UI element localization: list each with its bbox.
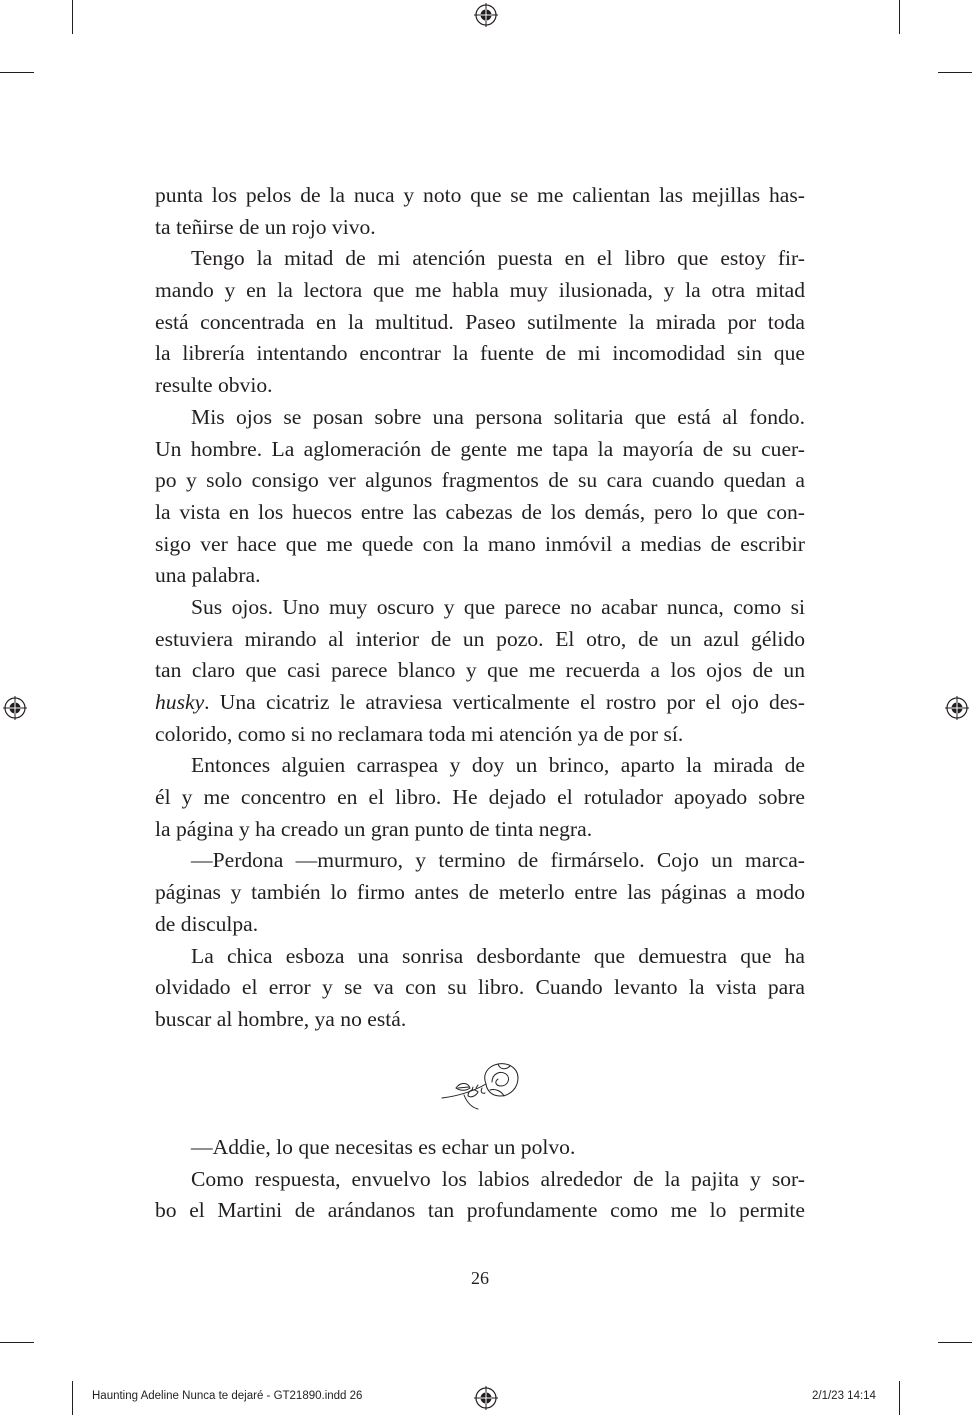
crop-mark: [0, 72, 34, 73]
text-line: la página y ha creado un gran punto de tinta negra.: [155, 816, 593, 841]
slug-datetime: 2/1/23 14:14: [812, 1390, 876, 1402]
text-line: bo el Martini de arándanos tan profundamente como me lo permite: [155, 1198, 805, 1223]
text-line: mando y en la lectora que me habla muy ilusionada, y la otra mitad: [155, 278, 805, 303]
text-line: resulte obvio.: [155, 373, 273, 398]
text-line: colorido, como si no reclamara toda mi atención ya de por sí.: [155, 721, 684, 746]
text-line: —Perdona —murmuro, y termino de firmárselo. Cojo un marca-: [191, 848, 805, 873]
text-line: la vista en los huecos entre las cabezas de los demás, pero lo que con-: [155, 499, 805, 524]
text-line: La chica esboza una sonrisa desbordante que demuestra que ha: [191, 943, 805, 968]
text-line: ta teñirse de un rojo vivo.: [155, 214, 376, 239]
crop-mark: [72, 1381, 73, 1415]
crop-mark: [938, 1342, 972, 1343]
text-line: Sus ojos. Uno muy oscuro y que parece no acabar nunca, como si: [191, 594, 805, 619]
text-line: po y solo consigo ver algunos fragmentos de su cara cuando quedan a: [155, 468, 805, 493]
text-fragment: . Una cicatriz le atraviesa verticalmente el rostro por el ojo des-: [204, 690, 805, 714]
text-line: Entonces alguien carraspea y doy un brinco, aparto la mirada de: [191, 753, 805, 778]
text-line: está concentrada en la multitud. Paseo sutilmente la mirada por toda: [155, 309, 805, 334]
crop-mark: [0, 1342, 34, 1343]
registration-mark-icon: [945, 696, 969, 720]
text-line: buscar al hombre, ya no está.: [155, 1006, 407, 1031]
text-line: Como respuesta, envuelvo los labios alrededor de la pajita y sor-: [191, 1166, 805, 1191]
text-line: estuviera mirando al interior de un pozo. El otro, de un azul gélido: [155, 626, 805, 651]
body-text-continued: [155, 1132, 805, 1227]
text-line: páginas y también lo firmo antes de meterlo entre las páginas a modo: [155, 880, 805, 905]
text-line: punta los pelos de la nuca y noto que se me calientan las mejillas has-: [155, 183, 805, 207]
crop-mark: [899, 1381, 900, 1415]
text-line: una palabra.: [155, 563, 261, 588]
crop-mark: [938, 72, 972, 73]
registration-mark-icon: [474, 1386, 498, 1410]
slug-filename: Haunting Adeline Nunca te dejaré - GT21890.indd 26: [92, 1390, 363, 1402]
registration-mark-icon: [474, 3, 498, 27]
page-number: 26: [471, 1268, 489, 1288]
registration-mark-icon: [3, 696, 27, 720]
text-line: Mis ojos se posan sobre una persona solitaria que está al fondo.: [191, 404, 805, 429]
body-text: [155, 180, 805, 1036]
text-line: la librería intentando encontrar la fuente de mi incomodidad sin que: [155, 341, 805, 366]
text-line: tan claro que casi parece blanco y que me recuerda a los ojos de un: [155, 658, 805, 683]
text-line: sigo ver hace que me quede con la mano inmóvil a medias de escribir: [155, 531, 805, 556]
italic-word: husky: [155, 690, 205, 714]
text-line: olvidado el error y se va con su libro. Cuando levanto la vista para: [155, 975, 805, 1000]
crop-mark: [72, 0, 73, 34]
rose-ornament-icon: [438, 1058, 522, 1110]
text-line: de disculpa.: [155, 911, 259, 936]
text-line: él y me concentro en el libro. He dejado el rotulador apoyado sobre: [155, 785, 805, 810]
crop-mark: [899, 0, 900, 34]
text-line: —Addie, lo que necesitas es echar un polvo.: [191, 1135, 576, 1159]
text-line: Un hombre. La aglomeración de gente me tapa la mayoría de su cuer-: [155, 436, 805, 461]
text-line: [155, 687, 805, 719]
text-line: Tengo la mitad de mi atención puesta en el libro que estoy fir-: [191, 246, 805, 271]
